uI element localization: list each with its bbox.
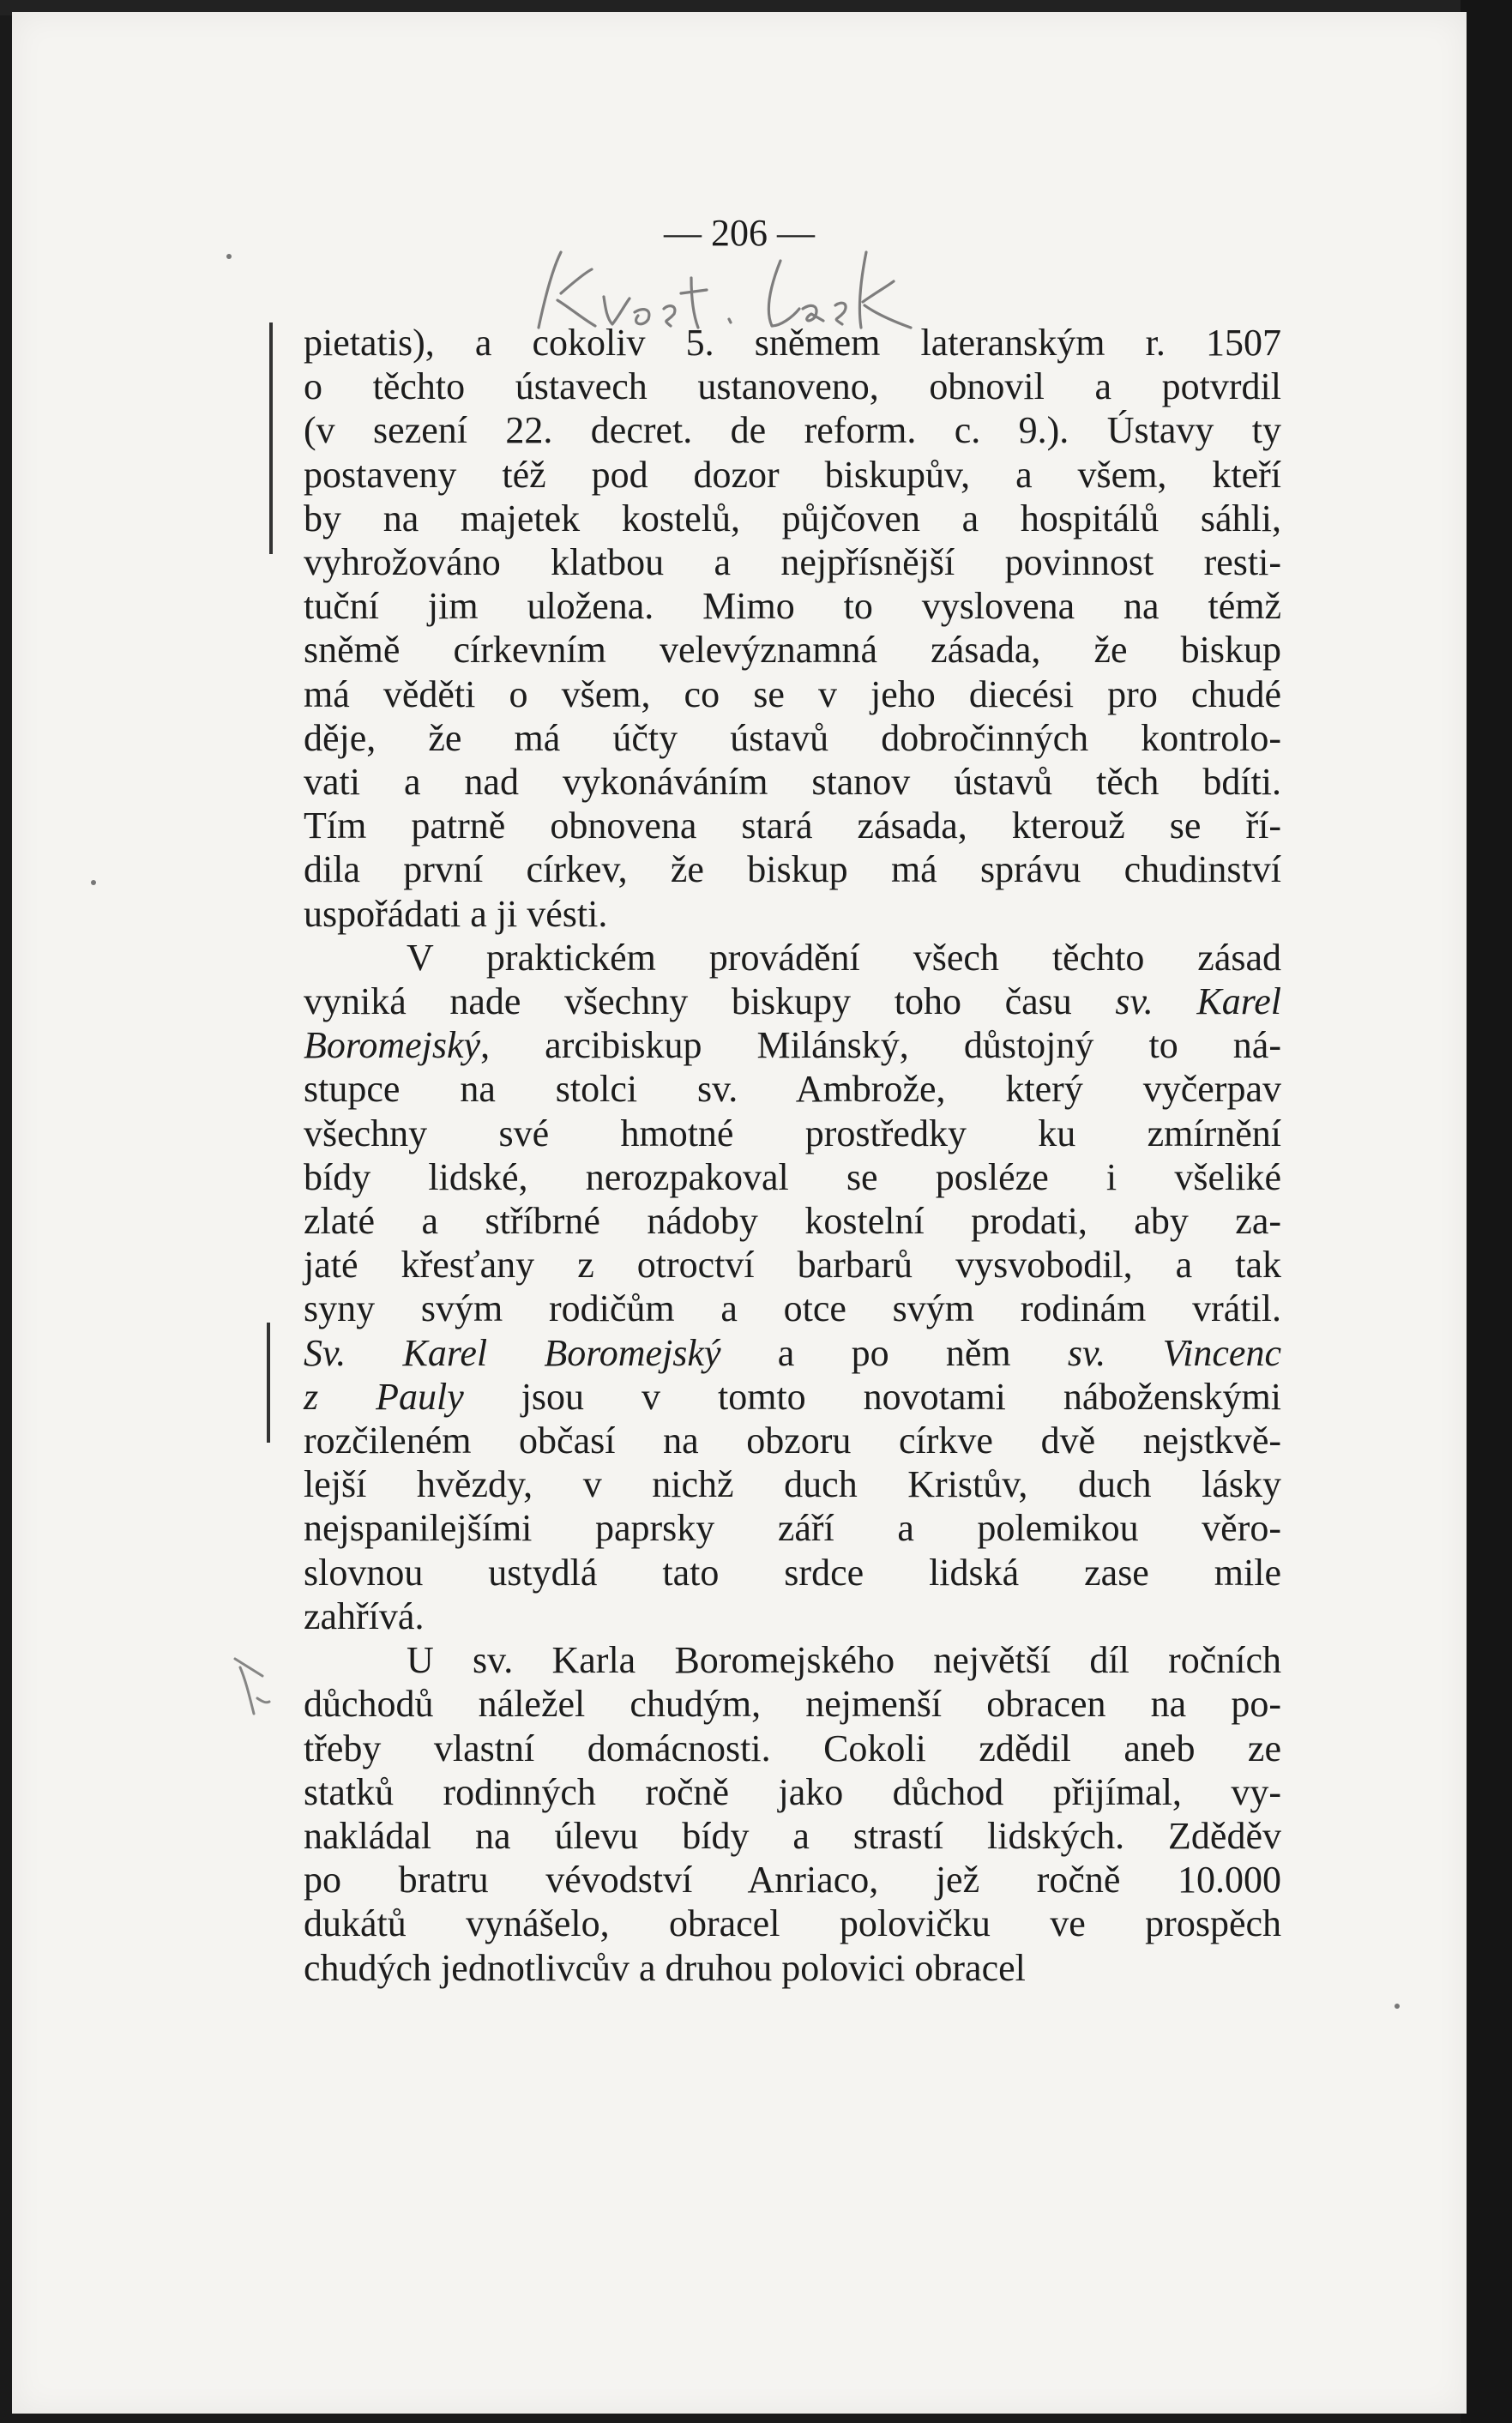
text-segment: vyhrožováno klatbou a nejpřísnější povinnost resti- xyxy=(304,541,1281,584)
text-segment: nejspanilejšími paprsky září a polemikou věro- xyxy=(304,1507,1281,1550)
text-line xyxy=(304,1112,1281,1155)
text-line xyxy=(304,892,1281,936)
text-line xyxy=(304,672,1281,716)
text-line xyxy=(304,1287,1281,1330)
text-segment: dukátů vynášelo, obracel polovičku ve prospěch xyxy=(304,1902,1281,1945)
text-line xyxy=(304,1727,1281,1770)
page-number: — 206 — xyxy=(664,212,815,254)
text-line xyxy=(304,1638,1281,1682)
text-segment: o těchto ústavech ustanoveno, obnovil a potvrdil xyxy=(304,365,1281,408)
text-segment: statků rodinných ročně jako důchod přijímal, vy- xyxy=(304,1770,1281,1813)
text-line xyxy=(304,1067,1281,1111)
text-line xyxy=(304,1770,1281,1814)
text-segment: dila první církev, že biskup má správu chudinství xyxy=(304,848,1281,891)
text-line xyxy=(304,1243,1281,1287)
text-segment: má věděti o všem, co se v jeho diecési pro chudé xyxy=(304,672,1281,715)
body-text xyxy=(304,321,1281,1990)
text-segment: sněmě církevním velevýznamná zásada, že biskup xyxy=(304,629,1281,672)
text-segment: děje, že má účty ústavů dobročinných kontrolo- xyxy=(304,716,1281,759)
text-segment: syny svým rodičům a otce svým rodinám vrátil. xyxy=(304,1287,1281,1330)
text-line xyxy=(304,540,1281,584)
italic-name: Sv. Karel Boromejský xyxy=(304,1331,721,1374)
text-line xyxy=(304,1331,1281,1375)
text-segment: by na majetek kostelů, půjčoven a hospitálů sáhli, xyxy=(304,497,1281,539)
text-line xyxy=(304,1506,1281,1550)
text-line xyxy=(304,804,1281,847)
text-segment: pietatis), a cokoliv 5. sněmem lateranským r. 1507 xyxy=(304,322,1281,364)
text-line xyxy=(304,408,1281,452)
paragraph xyxy=(304,936,1281,1638)
text-line xyxy=(304,1902,1281,1945)
text-line xyxy=(304,1419,1281,1462)
text-line xyxy=(304,365,1281,408)
text-line xyxy=(304,1682,1281,1726)
text-line xyxy=(304,628,1281,672)
text-segment: vyniká nade všechny biskupy toho času xyxy=(304,980,1116,1023)
text-line xyxy=(304,1814,1281,1858)
text-segment: tuční jim uložena. Mimo to vyslovena na témž xyxy=(304,585,1281,628)
paragraph xyxy=(304,1638,1281,1990)
text-line xyxy=(304,321,1281,365)
text-segment: jaté křesťany z otroctví barbarů vysvobodil, a tak xyxy=(304,1244,1281,1287)
text-segment: po bratru vévodství Anriaco, jež ročně 10.000 xyxy=(304,1859,1281,1902)
text-segment: zlaté a stříbrné nádoby kostelní prodati, aby za- xyxy=(304,1200,1281,1243)
text-line xyxy=(304,1023,1281,1067)
text-line xyxy=(304,1594,1281,1638)
text-segment: a po něm xyxy=(720,1331,1068,1374)
text-line xyxy=(304,760,1281,804)
text-segment: zahřívá. xyxy=(304,1594,425,1637)
text-line xyxy=(304,1946,1281,1990)
text-segment: vati a nad vykonáváním stanov ústavů těch bdíti. xyxy=(304,761,1281,804)
margin-pencil-mark xyxy=(228,1650,280,1719)
text-segment: postaveny též pod dozor biskupův, a všem, kteří xyxy=(304,453,1281,496)
text-line xyxy=(304,936,1281,979)
text-segment: chudých jednotlivcův a druhou polovici obracel xyxy=(304,1946,1026,1989)
text-segment: lejší hvězdy, v nichž duch Kristův, duch lásky xyxy=(304,1463,1281,1506)
text-segment: nakládal na úlevu bídy a strastí lidských. Zděděv xyxy=(304,1814,1281,1857)
text-line xyxy=(304,453,1281,497)
text-line xyxy=(304,584,1281,628)
text-line xyxy=(304,497,1281,540)
text-line xyxy=(304,847,1281,891)
text-line xyxy=(304,1858,1281,1902)
text-segment: , arcibiskup Milánský, důstojný to ná- xyxy=(480,1024,1281,1067)
text-segment: třeby vlastní domácnosti. Cokoli zdědil aneb ze xyxy=(304,1727,1281,1769)
text-line xyxy=(304,1199,1281,1243)
text-line xyxy=(304,1462,1281,1506)
paragraph xyxy=(304,321,1281,936)
text-segment: stupce na stolci sv. Ambrože, který vyčerpav xyxy=(304,1068,1281,1111)
text-segment: uspořádati a ji vésti. xyxy=(304,892,608,935)
text-segment: (v sezení 22. decret. de reform. c. 9.). Ústavy ty xyxy=(304,409,1281,452)
italic-name: z Pauly xyxy=(304,1375,464,1418)
italic-name: sv. Karel xyxy=(1115,980,1281,1023)
text-segment: Tím patrně obnovena stará zásada, kterouž se ří- xyxy=(304,805,1281,847)
paper-speck xyxy=(226,254,232,259)
paper-speck xyxy=(91,880,96,885)
book-page xyxy=(12,12,1467,2414)
text-segment: důchodů náležel chudým, nejmenší obracen na po- xyxy=(304,1683,1281,1726)
italic-name: Boromejský xyxy=(304,1024,481,1067)
text-line xyxy=(304,1375,1281,1419)
text-segment: bídy lidské, nerozpakoval se posléze i všeliké xyxy=(304,1155,1281,1198)
italic-name: sv. Vincenc xyxy=(1067,1331,1281,1374)
text-segment: rozčileném občasí na obzoru církve dvě nejstkvě- xyxy=(304,1419,1281,1462)
text-line xyxy=(304,1551,1281,1594)
text-line xyxy=(304,1155,1281,1199)
text-segment: jsou v tomto novotami náboženskými xyxy=(463,1375,1281,1418)
paper-speck xyxy=(1395,2004,1400,2009)
text-segment: všechny své hmotné prostředky ku zmírnění xyxy=(304,1112,1281,1154)
margin-pencil-line xyxy=(267,1323,270,1443)
text-segment: slovnou ustydlá tato srdce lidská zase mile xyxy=(304,1551,1281,1594)
text-segment: V praktickém provádění všech těchto zásad xyxy=(407,936,1281,979)
margin-pencil-line xyxy=(269,322,273,554)
text-line xyxy=(304,716,1281,760)
text-segment: U sv. Karla Boromejského největší díl ročních xyxy=(407,1639,1281,1682)
text-line xyxy=(304,979,1281,1023)
scan-border-right xyxy=(1461,0,1512,2423)
